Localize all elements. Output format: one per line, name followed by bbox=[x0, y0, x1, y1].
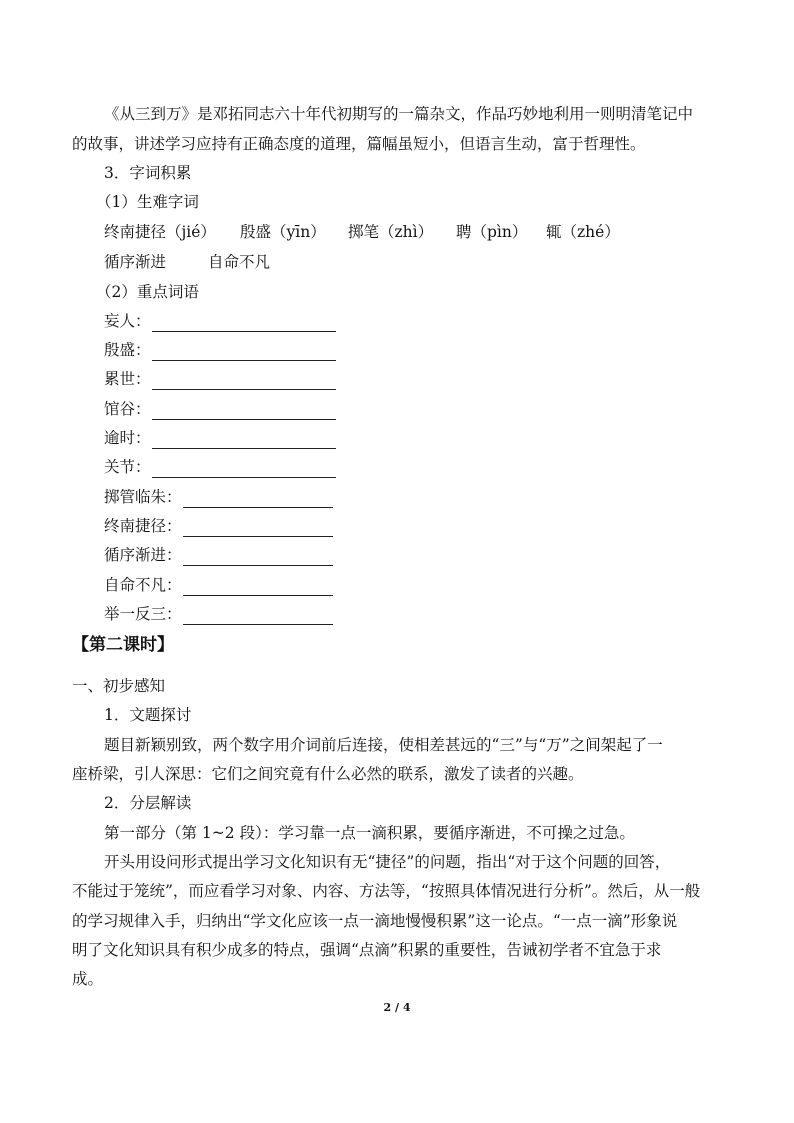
key-term-row bbox=[104, 337, 336, 361]
intro-line-2: 的故事，讲述学习应持有正确态度的道理，篇幅虽短小，但语言生动，富于哲理性。 bbox=[72, 135, 646, 153]
key-term-label: 循序渐进： bbox=[104, 546, 182, 564]
key-term-label: 累世： bbox=[104, 370, 151, 388]
answer-blank[interactable] bbox=[152, 429, 336, 449]
key-term-row bbox=[104, 308, 336, 332]
key-term-label: 妄人： bbox=[104, 312, 151, 330]
item-1-title: 1．文题探讨 bbox=[104, 706, 192, 724]
answer-blank[interactable] bbox=[152, 312, 336, 332]
page-number: 2 / 4 bbox=[383, 1001, 411, 1014]
key-term-label: 自命不凡： bbox=[104, 576, 182, 594]
item-2-paragraph-line: 开头用设问形式提出学习文化知识有无“捷径”的问题，指出“对于这个问题的回答， bbox=[104, 853, 671, 871]
key-term-label: 举一反三： bbox=[104, 605, 182, 623]
key-term-label: 关节： bbox=[104, 458, 151, 476]
vocab-item: 辄（zhé） bbox=[546, 223, 620, 241]
key-term-row bbox=[104, 572, 333, 596]
answer-blank[interactable] bbox=[152, 458, 336, 478]
subsection-key-words: （2）重点词语 bbox=[96, 283, 199, 301]
item-2-paragraph-line: 成。 bbox=[72, 970, 104, 988]
vocab-item: 殷盛（yīn） bbox=[240, 223, 326, 241]
key-term-label: 终南捷径： bbox=[104, 517, 182, 535]
intro-line-1: 《从三到万》是邓拓同志六十年代初期写的一篇杂文，作品巧妙地利用一则明清笔记中 bbox=[104, 105, 694, 123]
subsection-difficult-words: （1）生难字词 bbox=[96, 193, 199, 211]
vocab-item: 终南捷径（jié） bbox=[104, 223, 216, 241]
key-term-row bbox=[104, 513, 333, 537]
answer-blank[interactable] bbox=[183, 488, 333, 508]
vocab-item: 自命不凡 bbox=[208, 253, 271, 271]
key-term-label: 殷盛： bbox=[104, 341, 151, 359]
answer-blank[interactable] bbox=[183, 517, 333, 537]
answer-blank[interactable] bbox=[152, 341, 336, 361]
answer-blank[interactable] bbox=[183, 605, 333, 625]
section-3-title: 3．字词积累 bbox=[104, 164, 192, 182]
item-2-paragraph-line: 不能过于笼统”，而应看学习对象、内容、方法等，“按照具体情况进行分析”。然后，从一般 bbox=[72, 882, 701, 900]
key-term-label: 逾时： bbox=[104, 429, 151, 447]
key-term-row bbox=[104, 601, 333, 625]
key-term-row bbox=[104, 484, 333, 508]
key-term-row bbox=[104, 454, 336, 478]
key-term-row bbox=[104, 425, 336, 449]
vocab-item: 循序渐进 bbox=[104, 253, 167, 271]
item-1-paragraph-line: 座桥梁，引人深思：它们之间究竟有什么必然的联系，激发了读者的兴趣。 bbox=[72, 765, 584, 783]
answer-blank[interactable] bbox=[152, 370, 336, 390]
item-1-paragraph-line: 题目新颖别致，两个数字用介词前后连接，使相差甚远的“三”与“万”之间架起了一 bbox=[104, 736, 663, 754]
item-2-paragraph-line: 明了文化知识具有积少成多的特点，强调“点滴”积累的重要性，告诫初学者不宜急于求 bbox=[72, 941, 662, 959]
answer-blank[interactable] bbox=[152, 400, 336, 420]
key-term-label: 馆谷： bbox=[104, 400, 151, 418]
vocab-item: 掷笔（zhì） bbox=[348, 223, 434, 241]
item-2-part-1: 第一部分（第 1~2 段）：学习靠一点一滴积累，要循序渐进，不可操之过急。 bbox=[104, 824, 635, 842]
lesson-2-heading: 【第二课时】 bbox=[72, 635, 174, 655]
key-term-row bbox=[104, 542, 333, 566]
key-term-label: 掷管临朱： bbox=[104, 488, 182, 506]
answer-blank[interactable] bbox=[183, 546, 333, 566]
part-1-title: 一、初步感知 bbox=[72, 677, 166, 695]
key-term-row bbox=[104, 366, 336, 390]
item-2-title: 2．分层解读 bbox=[104, 794, 192, 812]
key-term-row bbox=[104, 396, 336, 420]
vocab-item: 聘（pìn） bbox=[456, 223, 528, 241]
item-2-paragraph-line: 的学习规律入手，归纳出“学文化应该一点一滴地慢慢积累”这一论点。“一点一滴”形象说 bbox=[72, 912, 678, 930]
answer-blank[interactable] bbox=[183, 576, 333, 596]
